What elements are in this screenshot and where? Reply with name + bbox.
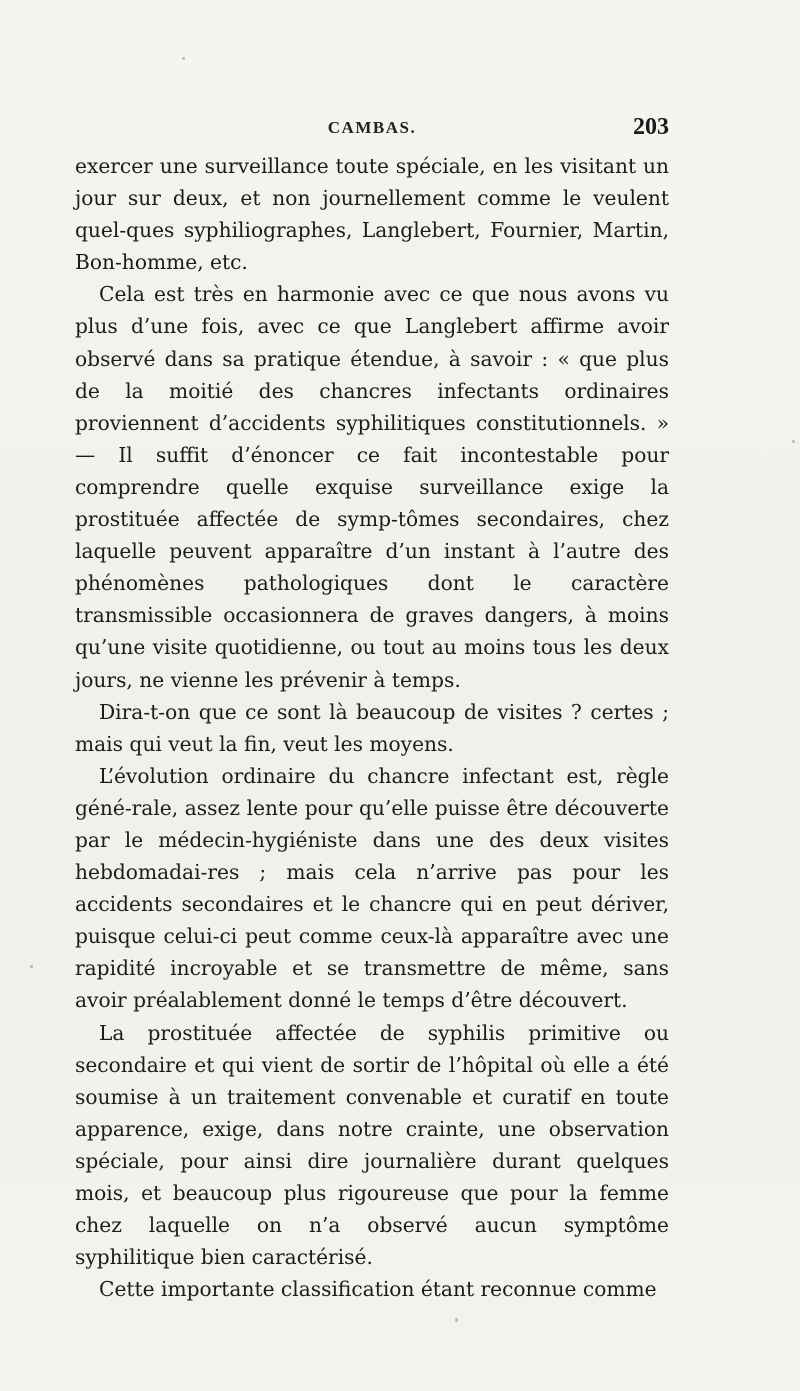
paragraph-3: Dira-t-on que ce sont là beaucoup de visites ? certes ; mais qui veut la fin, veut les moyens. bbox=[75, 699, 669, 756]
body-text bbox=[75, 150, 669, 1305]
page-number: 203 bbox=[633, 114, 669, 140]
paragraph-6: Cette importante classification étant reconnue comme bbox=[99, 1277, 657, 1302]
paragraph-2: Cela est très en harmonie avec ce que nous avons vu plus d’une fois, avec ce que Langlebert affirme avoir observé dans sa pratique étendue, à savoir : « que plus de la moitié des chancres infectants ordinaires proviennent d’accidents syphilitiques constitutionnels. » — Il suffit d’énoncer ce fait incontestable pour comprendre quelle exquise surveillance exige la prostituée affectée de symp-tômes secondaires, chez laquelle peuvent apparaître d’un instant à l’autre des phénomènes pathologiques dont le caractère transmissible occasionnera de graves dangers, à moins qu’une visite quotidienne, ou tout au moins tous les deux jours, ne vienne les prévenir à temps. bbox=[75, 282, 669, 692]
paper-speck bbox=[792, 440, 795, 443]
running-head: CAMBAS. bbox=[327, 118, 417, 137]
paper-speck bbox=[30, 965, 33, 968]
paper-speck bbox=[455, 1318, 458, 1322]
page-header bbox=[75, 114, 669, 144]
paragraph-5: La prostituée affectée de syphilis primitive ou secondaire et qui vient de sortir de l’hôpital où elle a été soumise à un traitement convenable et curatif en toute apparence, exige, dans notre crainte, une observation spéciale, pour ainsi dire journalière durant quelques mois, et beaucoup plus rigoureuse que pour la femme chez laquelle on n’a observé aucun symptôme syphilitique bien caractérisé. bbox=[75, 1020, 669, 1270]
paragraph-4: L’évolution ordinaire du chancre infectant est, règle géné-rale, assez lente pour qu’elle puisse être découverte par le médecin-hygiéniste dans une des deux visites hebdomadai-res ; mais cela n’arrive pas pour les accidents secondaires et le chancre qui en peut dériver, puisque celui-ci peut comme ceux-là apparaître avec une rapidité incroyable et se transmettre de même, sans avoir préalablement donné le temps d’être découvert. bbox=[75, 763, 669, 1013]
paragraph-1: exercer une surveillance toute spéciale, en les visitant un jour sur deux, et non journellement comme le veulent quel-ques syphiliographes, Langlebert, Fournier, Martin, Bon-homme, etc. bbox=[75, 154, 669, 275]
paper-speck bbox=[182, 57, 185, 60]
